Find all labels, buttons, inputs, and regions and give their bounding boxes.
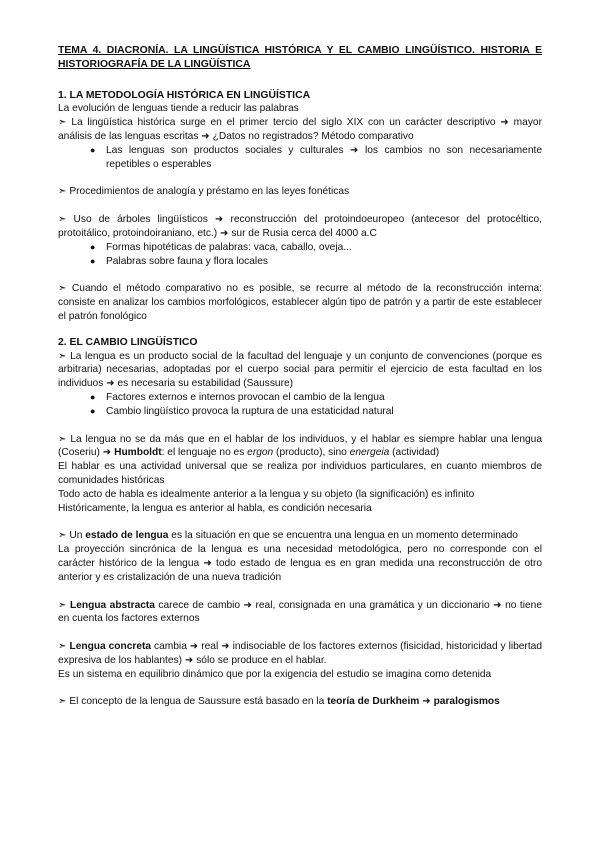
bullet-icon: ● bbox=[90, 255, 96, 266]
document-title: TEMA 4. DIACRONÍA. LA LINGÜÍSTICA HISTÓRICA Y EL CAMBIO LINGÜÍSTICO. HISTORIA E HISTORIOGRAFÍA DE LA LINGÜÍSTICA bbox=[58, 45, 542, 70]
s2-paragraph-10: Es un sistema en equilibrio dinámico que por la exigencia del estudio se imagina como detenida bbox=[58, 668, 492, 680]
ergon-term: ergon bbox=[247, 447, 274, 459]
list-item: ● Formas hipotéticas de palabras: vaca, caballo, oveja... bbox=[90, 241, 352, 253]
section-2-heading: 2. EL CAMBIO LINGÜÍSTICO bbox=[58, 336, 198, 348]
s2-paragraph-1: ➣ La lengua es un producto social de la facultad del lenguaje y un conjunto de convenciones (porque es arbitraria) necesarias, adoptadas por el cuerpo social para permitir el ejercicio de esta facultad en los individuos ➜ es necesaria su estabilidad (Saussure) bbox=[58, 350, 542, 390]
s2-paragraph-9: ➣ Lengua concreta cambia ➜ real ➜ indisociable de los factores externos (fisicidad, historicidad y libertad expresiva de los hablantes) ➜ sólo se produce en el hablar. bbox=[58, 641, 542, 666]
bullet-icon: ● bbox=[90, 241, 96, 252]
s2-paragraph-2: ➣ La lengua no se da más que en el hablar de los individuos, y el hablar es siempre hablar una lengua (Coseriu) ➜ Humboldt: el lenguaje no es ergon (producto), sino energeia (actividad) bbox=[58, 433, 542, 459]
s2-paragraph-3: El hablar es una actividad universal que se realiza por individuos particulares, en cuanto miembros de comunidades históricas bbox=[58, 461, 542, 486]
s2-paragraph-5: Históricamente, la lengua es anterior al habla, es condición necesaria bbox=[58, 502, 372, 514]
s1-paragraph-1: ➣ La lingüística histórica surge en el primer tercio del siglo XIX con un carácter descriptivo ➜ mayor análisis de las lenguas escritas ➜ ¿Datos no registrados? Método comparativo bbox=[58, 117, 542, 142]
s1-list-2 bbox=[58, 241, 542, 269]
durkheim-term: teoría de Durkheim bbox=[327, 696, 420, 708]
bullet-icon: ● bbox=[90, 144, 96, 155]
humboldt-term: Humboldt bbox=[114, 447, 162, 459]
s1-paragraph-3: ➣ Uso de árboles lingüísticos ➜ reconstrucción del protoindoeuropeo (antecesor del protocéltico, protoitálico, protoindoiraniano, etc.) ➜ sur de Rusia cerca del 4000 a.C bbox=[58, 214, 542, 239]
list-item: ● Las lenguas son productos sociales y culturales ➜ los cambios no son necesariamente repetibles o esperables bbox=[90, 144, 542, 170]
lengua-abstracta-term: Lengua abstracta bbox=[69, 599, 155, 611]
bullet-icon: ● bbox=[90, 391, 96, 402]
s2-paragraph-8: ➣ Lengua abstracta carece de cambio ➜ real, consignada en una gramática y un diccionario ➜ no tiene en cuenta los factores externos bbox=[58, 599, 542, 625]
energeia-term: energeia bbox=[349, 447, 390, 459]
list-item: ● Cambio lingüístico provoca la ruptura de una estaticidad natural bbox=[90, 405, 394, 417]
s2-paragraph-4: Todo acto de habla es idealmente anterior a la lengua y su objeto (la significación) es infinito bbox=[58, 488, 475, 500]
s2-list-1 bbox=[58, 391, 542, 419]
s1-list-1 bbox=[58, 144, 542, 172]
bullet-icon: ● bbox=[90, 405, 96, 416]
estado-de-lengua-term: estado de lengua bbox=[85, 530, 169, 542]
list-item: ● Factores externos e internos provocan el cambio de la lengua bbox=[90, 391, 385, 403]
s2-paragraph-11: ➣ El concepto de la lengua de Saussure está basado en la teoría de Durkheim ➜ paralogismos bbox=[58, 696, 500, 708]
paralogismos-term: paralogismos bbox=[433, 696, 500, 708]
s1-paragraph-4: ➣ Cuando el método comparativo no es posible, se recurre al método de la reconstrucción interna: consiste en analizar los cambios morfológicos, establecer algún tipo de patrón y a partir de este establecer el patrón fonológico bbox=[58, 283, 542, 322]
section-1-heading: 1. LA METODOLOGÍA HISTÓRICA EN LINGÜÍSTICA bbox=[58, 89, 311, 101]
list-item: ● Palabras sobre fauna y flora locales bbox=[90, 255, 268, 267]
lengua-concreta-term: Lengua concreta bbox=[69, 641, 152, 653]
s1-paragraph-2: ➣ Procedimientos de analogía y préstamo en las leyes fonéticas bbox=[58, 186, 350, 198]
s2-paragraph-6: ➣ Un estado de lengua es la situación en que se encuentra una lengua en un momento determinado bbox=[58, 530, 518, 542]
s1-intro: La evolución de lenguas tiende a reducir las palabras bbox=[58, 103, 299, 115]
s2-paragraph-7: La proyección sincrónica de la lengua es una necesidad metodológica, pero no corresponde con el carácter histórico de la lengua ➜ todo estado de lengua es en gran medida una reconstrucción de otro anterior y es cristalización de una nueva tradición bbox=[58, 544, 542, 583]
